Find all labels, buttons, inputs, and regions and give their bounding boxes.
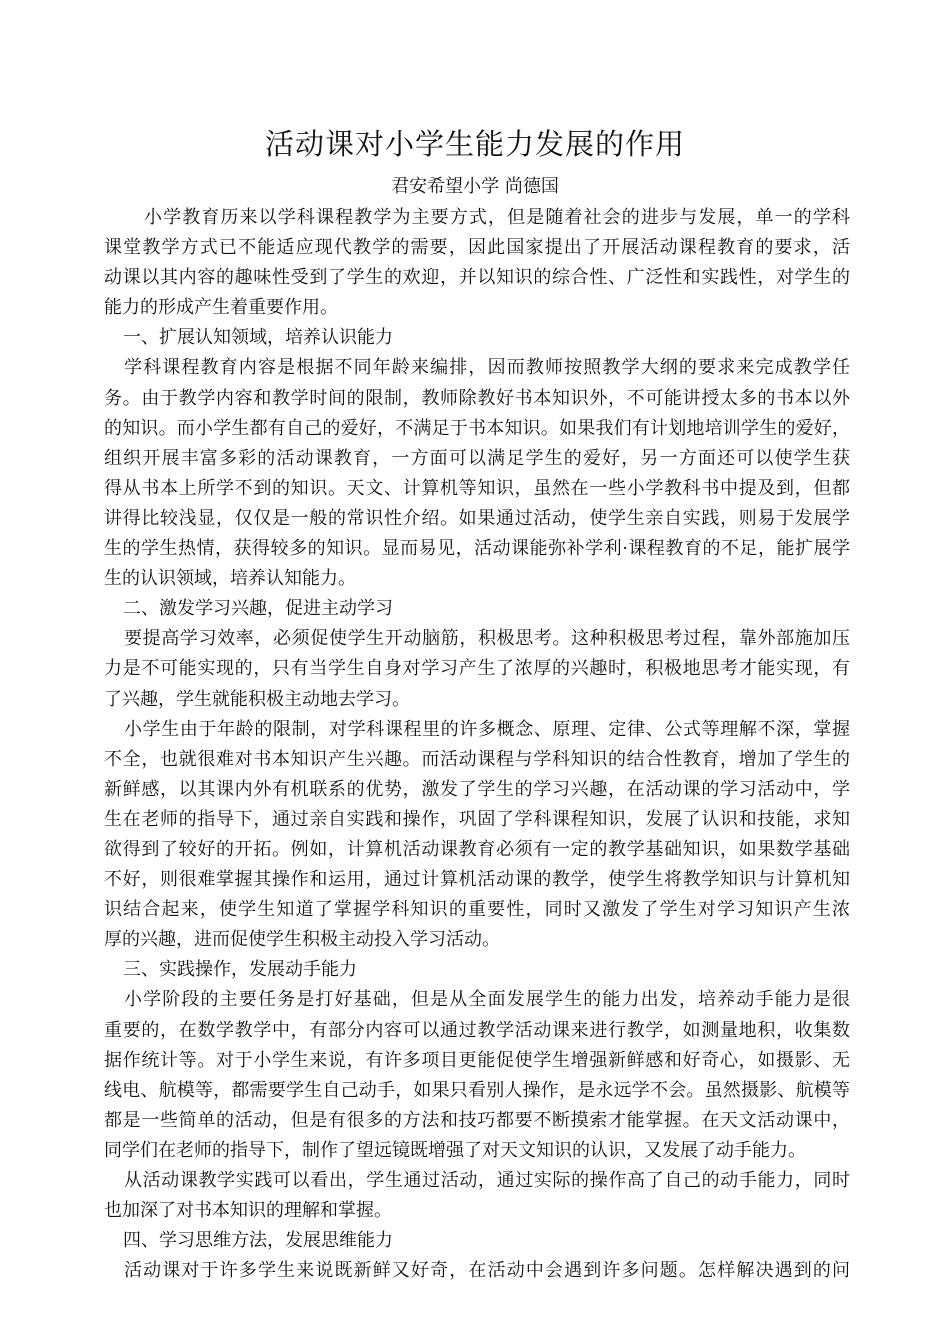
body-line: 的知识。而小学生都有自己的爱好，不满足于书本知识。如果我们有计划地培训学生的爱好， — [104, 417, 850, 439]
body-line: 组织开展丰富多彩的活动课教育，一方面可以满足学生的爱好，另一方面还可以使学生获 — [104, 447, 850, 469]
body-line: 课堂教学方式已不能适应现代教学的需要，因此国家提出了开展活动课程教育的要求，活 — [104, 237, 850, 259]
body-line: 了兴趣，学生就能积极主动地去学习。 — [104, 688, 410, 710]
body-line: 活动课对于许多学生来说既新鲜又好奇，在活动中会遇到许多问题。怎样解决遇到的问 — [124, 1260, 850, 1282]
document-body — [104, 203, 850, 1286]
document-title: 活动课对小学生能力发展的作用 — [264, 127, 685, 161]
body-line: 新鲜感，以其课内外有机联系的优势，激发了学生的学习兴趣，在活动课的学习活动中，学 — [104, 778, 850, 800]
body-line: 同学们在老师的指导下，制作了望远镜既增强了对天文知识的认识，又发展了动手能力。 — [104, 1139, 806, 1161]
body-line: 生的认识领域，培养认知能力。 — [104, 568, 356, 590]
body-line: 小学生由于年龄的限制，对学科课程里的许多概念、原理、定律、公式等理解不深，掌握 — [124, 718, 850, 740]
body-line: 生的学生热情，获得较多的知识。显而易见，活动课能弥补学利·课程教育的不足，能扩展学 — [104, 538, 850, 560]
body-line: 能力的形成产生着重要作用。 — [104, 297, 338, 319]
body-line: 也加深了对书本知识的理解和掌握。 — [104, 1200, 392, 1222]
body-line: 讲得比较浅显，仅仅是一般的常识性介绍。如果通过活动，使学生亲自实践，则易于发展学 — [104, 507, 850, 529]
section-heading: 三、实践操作，发展动手能力 — [123, 959, 357, 981]
body-line: 不全，也就很难对书本知识产生兴趣。而活动课程与学科知识的结合性教育，增加了学生的 — [104, 748, 850, 770]
body-line: 从活动课教学实践可以看出，学生通过活动，通过实际的操作高了自己的动手能力，同时 — [124, 1170, 850, 1191]
body-line: 得从书本上所学不到的知识。天文、计算机等知识，虽然在一些小学教科书中提及到，但都 — [104, 477, 850, 499]
body-line: 线电、航模等，都需要学生自己动手，如果只看别人操作，是永远学不会。虽然摄影、航模等 — [104, 1079, 850, 1101]
body-line: 小学阶段的主要任务是打好基础，但是从全面发展学生的能力出发，培养动手能力是很 — [124, 989, 850, 1011]
body-line: 要提高学习效率，必须促使学生开动脑筋，积极思考。这种积极思考过程，靠外部施加压 — [124, 628, 850, 650]
body-line: 据作统计等。对于小学生来说，有许多项目更能促使学生增强新鲜感和好奇心，如摄影、无 — [104, 1049, 850, 1071]
body-line: 厚的兴趣，进而促使学生积极主动投入学习活动。 — [104, 929, 500, 951]
body-line: 重要的，在数学教学中，有部分内容可以通过教学活动课来进行教学，如测量地积，收集数 — [104, 1019, 850, 1041]
body-line: 生在老师的指导下，通过亲自实践和操作，巩固了学科课程知识，发展了认识和技能，求知 — [104, 808, 850, 830]
document-author: 君安希望小学 尚德国 — [391, 176, 559, 197]
section-heading: 二、激发学习兴趣，促进主动学习 — [123, 598, 393, 620]
body-line: 不好，则很难掌握其操作和运用，通过计算机活动课的教学，使学生将教学知识与计算机知 — [104, 869, 850, 891]
body-line: 都是一些简单的活动，但是有很多的方法和技巧都要不断摸索才能掌握。在天文活动课中， — [104, 1109, 850, 1131]
section-heading: 一、扩展认知领域，培养认识能力 — [123, 327, 393, 349]
body-line: 务。由于教学内容和教学时间的限制，教师除教好书本知识外，不可能讲授太多的书本以外 — [104, 387, 850, 409]
body-line: 学科课程教育内容是根据不同年龄来编排，因而教师按照教学大纲的要求来完成教学任 — [124, 357, 850, 379]
body-line: 欲得到了较好的开拓。例如，计算机活动课教育必须有一定的教学基础知识，如果数学基础 — [104, 838, 850, 860]
body-line: 力是不可能实现的，只有当学生自身对学习产生了浓厚的兴趣时，积极地思考才能实现，有 — [104, 658, 850, 680]
section-heading: 四、学习思维方法，发展思维能力 — [123, 1230, 393, 1252]
body-line: 动课以其内容的趣味性受到了学生的欢迎，并以知识的综合性、广泛性和实践性，对学生的 — [104, 267, 850, 289]
body-line: 识结合起来，使学生知道了掌握学科知识的重要性，同时又激发了学生对学习知识产生浓 — [104, 899, 850, 921]
body-line: 小学教育历来以学科课程教学为主要方式，但是随着社会的进步与发展，单一的学科 — [144, 207, 850, 228]
